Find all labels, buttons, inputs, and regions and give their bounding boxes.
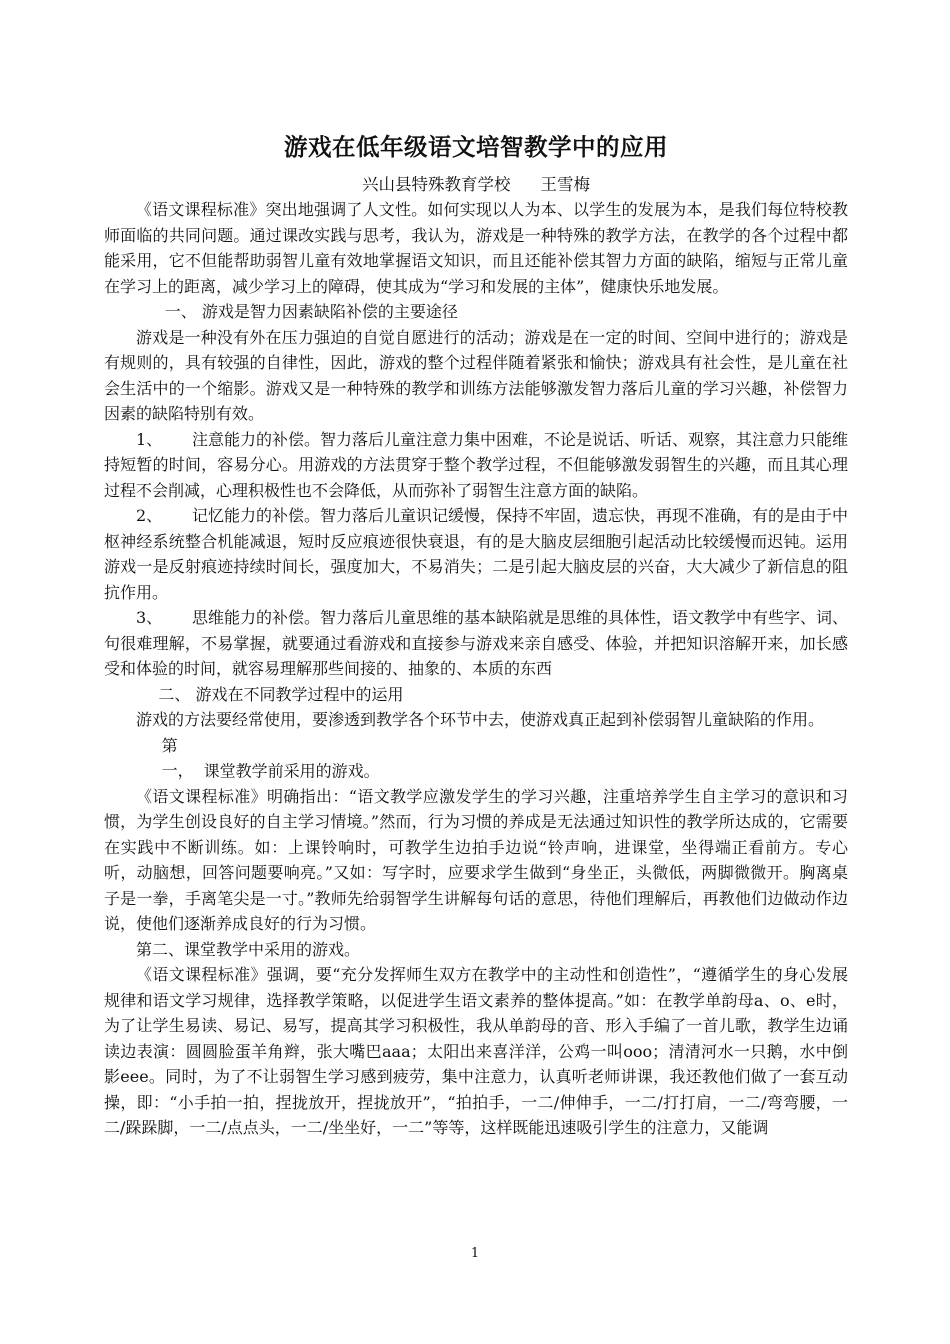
- section1-item: [104, 605, 848, 682]
- item-number: 1、: [136, 429, 163, 449]
- part1-title: 课堂教学前采用的游戏。: [203, 761, 380, 780]
- item-text: 思维能力的补偿。智力落后儿童思维的基本缺陷就是思维的具体性，语文教学中有些字、词、句很难理解，不易掌握，就要通过看游戏和直接参与游戏来亲自感受、体验，并把知识溶解开来，加长感受和体验的时间，就容易理解那些间接的、抽象的、本质的东西: [104, 608, 849, 678]
- section2-paragraph: 游戏的方法要经常使用，要渗透到教学各个环节中去，使游戏真正起到补偿弱智儿童缺陷的作用。: [136, 710, 825, 729]
- part1-number: 第一，: [161, 735, 194, 780]
- section2-heading: 二、 游戏在不同教学过程中的运用: [158, 684, 404, 704]
- intro-paragraph: 《语文课程标准》突出地强调了人文性。如何实现以人为本、以学生的发展为本，是我们每位特校教师面临的共同问题。通过课改实践与思考，我认为，游戏是一种特殊的教学方法，在教学的各个过程中都能采用，它不但能帮助弱智儿童有效地掌握语文知识，而且还能补偿其智力方面的缺陷，缩短与正常儿童在学习上的距离，减少学习上的障碍，使其成为“学习和发展的主体”，健康快乐地发展。: [104, 200, 848, 296]
- part2-heading: 第二、课堂教学中采用的游戏。: [136, 939, 361, 959]
- author-name: 王雪梅: [540, 175, 590, 194]
- part1-heading: [104, 733, 848, 784]
- item-text: 记忆能力的补偿。智力落后儿童识记缓慢，保持不牢固，遗忘快，再现不准确，有的是由于中枢神经系统整合机能减退，短时反应痕迹很快衰退，有的是大脑皮层细胞引起活动比较缓慢而迟钝。运用游戏一是反射痕迹持续时间长，强度加大，不易消失；二是引起大脑皮层的兴奋，大大减少了新信息的阻抗作用。: [104, 506, 849, 602]
- item-number: 3、: [136, 608, 163, 627]
- document-body: [104, 130, 848, 1141]
- section1-paragraph: 游戏是一种没有外在压力强迫的自觉自愿进行的活动；游戏是在一定的时间、空间中进行的；游戏是有规则的，具有较强的自律性，因此，游戏的整个过程伴随着紧张和愉快；游戏具有社会性，是儿童在社会生活中的一个缩影。游戏又是一种特殊的教学和训练方法能够激发智力落后儿童的学习兴趣，补偿智力因素的缺陷特别有效。: [104, 327, 848, 423]
- section1-item: [104, 427, 848, 504]
- item-number: 2、: [136, 506, 163, 525]
- item-text: 注意能力的补偿。智力落后儿童注意力集中困难，不论是说话、听话、观察，其注意力只能维持短暂的时间，容易分心。用游戏的方法贯穿于整个教学过程，不但能够激发弱智生的兴趣，而且其心理过程不会削减，心理积极性也不会降低，从而弥补了弱智生注意方面的缺陷。: [104, 429, 849, 500]
- author-line: [104, 172, 848, 197]
- author-school: 兴山县特殊教育学校: [362, 175, 511, 194]
- part1-paragraph: 《语文课程标准》明确指出：“语文教学应激发学生的学习兴趣，注重培养学生自主学习的意识和习惯，为学生创设良好的自主学习情境。”然而，行为习惯的养成是无法通过知识性的教学所达成的，它需要在实践中不断训练。如：上课铃响时，可教学生边拍手边说“铃声响，进课堂，坐得端正看前方。专心听，动脑想，回答问题要响亮。”又如：写字时，应要求学生做到“身坐正，头微低，两脚微微开。胸离桌子是一拳，手离笔尖是一寸。”教师先给弱智学生讲解每句话的意思，待他们理解后，再教他们边做动作边说，使他们逐渐养成良好的行为习惯。: [104, 786, 848, 933]
- section1-item: [104, 503, 848, 605]
- section1-heading: 一、 游戏是智力因素缺陷补偿的主要途径: [164, 302, 458, 321]
- page-number: 1: [470, 1246, 480, 1261]
- document-title: 游戏在低年级语文培智教学中的应用: [284, 133, 668, 161]
- part2-paragraph: 《语文课程标准》强调，要“充分发挥师生双方在教学中的主动性和创造性”，“遵循学生的身心发展规律和语文学习规律，选择教学策略，以促进学生语文素养的整体提高。”如：在教学单韵母a、o、e时，为了让学生易读、易记、易写，提高其学习积极性，我从单韵母的音、形入手编了一首儿歌，教学生边诵读边表演：圆圆脸蛋羊角辫，张大嘴巴aaa；太阳出来喜洋洋，公鸡一叫ooo；清清河水一只鹅，水中倒影eee。同时，为了不让弱智生学习感到疲劳，集中注意力，认真听老师讲课，我还教他们做了一套互动操，即：“小手拍一拍，捏拢放开，捏拢放开”，“拍拍手，一二/伸伸手，一二/打打肩，一二/弯弯腰，一二/跺跺脚，一二/点点头，一二/坐坐好，一二”等等，这样既能迅速吸引学生的注意力，又能调: [104, 965, 848, 1137]
